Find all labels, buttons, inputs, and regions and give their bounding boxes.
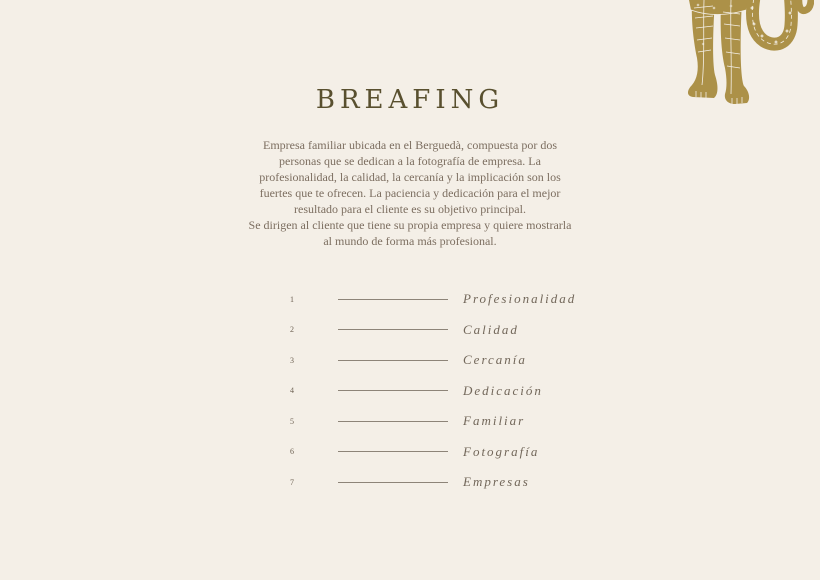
item-label: Cercanía — [463, 352, 527, 368]
list-item — [290, 315, 550, 346]
list-item — [290, 467, 550, 498]
intro-paragraph-1: Empresa familiar ubicada en el Berguedà, compuesta por dos personas que se dedican a la fotografía de empresa. La profesionalidad, la calidad, la cercanía y la implicación son los fuertes que te ofrecen. La paciencia y dedicación para el mejor resultado para el cliente es su objetivo principal. — [259, 138, 561, 216]
list-item — [290, 437, 550, 468]
item-number: 1 — [290, 294, 294, 304]
item-number: 4 — [290, 386, 294, 396]
list-item — [290, 345, 550, 376]
list-item — [290, 406, 550, 437]
item-rule — [338, 482, 448, 483]
item-label: Dedicación — [463, 382, 543, 398]
item-label: Calidad — [463, 321, 519, 337]
item-rule — [338, 451, 448, 452]
intro-paragraph-2: Se dirigen al cliente que tiene su propia empresa y quiere mostrarla al mundo de forma más profesional. — [248, 218, 572, 248]
page-title: BREAFING — [315, 85, 505, 115]
item-rule — [338, 390, 448, 391]
item-label: Fotografía — [463, 443, 540, 459]
item-label: Profesionalidad — [463, 291, 577, 307]
item-number: 3 — [290, 355, 294, 365]
item-label: Familiar — [463, 413, 526, 429]
list-item — [290, 376, 550, 407]
item-rule — [338, 299, 448, 300]
item-label: Empresas — [463, 474, 530, 490]
item-number: 6 — [290, 447, 294, 457]
item-rule — [338, 421, 448, 422]
item-rule — [338, 329, 448, 330]
item-number: 5 — [290, 416, 294, 426]
item-number: 2 — [290, 325, 294, 335]
item-rule — [338, 360, 448, 361]
intro-text — [0, 137, 820, 249]
item-number: 7 — [290, 477, 294, 487]
list-item — [290, 284, 577, 315]
keyword-list — [290, 284, 577, 498]
